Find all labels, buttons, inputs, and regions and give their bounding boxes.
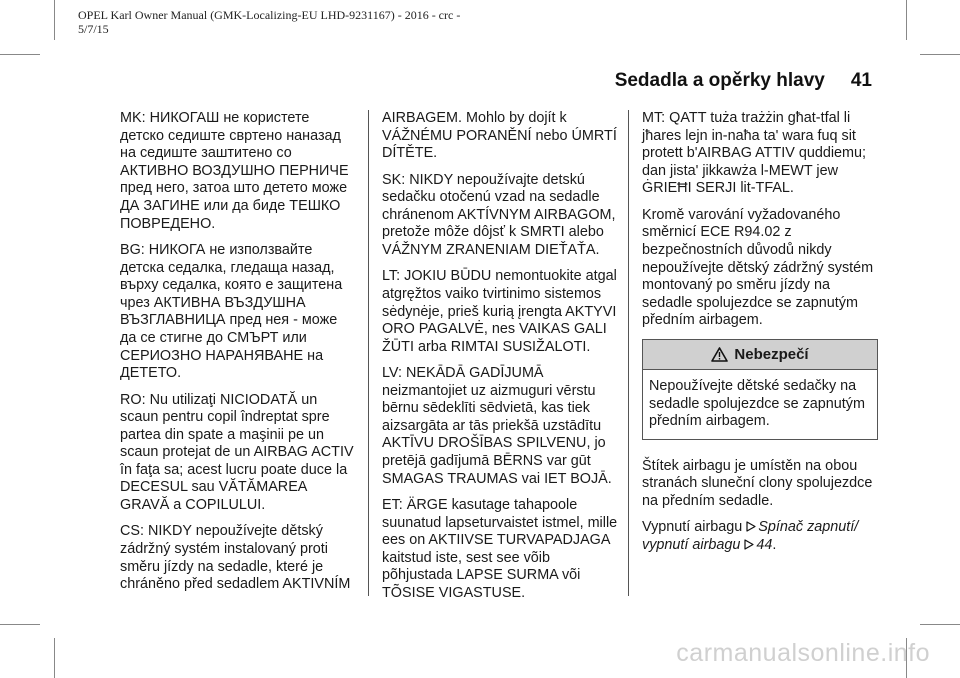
paragraph: SK: NIKDY nepoužívajte detskú sedačku otočenú vzad na sedadle chránenom AKTÍVNYM AIRBAGOM, pretože môže dôjsť k SMRTI alebo VÁŽNYM ZRANENIAM DIEŤAŤA.	[382, 171, 616, 258]
paragraph: Kromě varování vyžadovaného směrnicí ECE R94.02 z bezpečnostních důvodů nikdy nepoužívejte dětský zádržný systém montovaný po směru jízdy na sedadle spolujezdce se zapnutým předním airbagem.	[642, 206, 874, 329]
paragraph: ET: ÄRGE kasutage tahapoole suunatud lapseturvaistet istmel, mille ees on AKTIIVSE TURVAPADJAGA kaitstud iste, sest see võib põhjustada LAPSE SURMA või TÕSISE VIGASTUSE.	[382, 497, 618, 602]
warning-text: Nepoužívejte dětské sedačky na sedadle spolujezdce se zapnutým předním airbagem.	[649, 377, 865, 430]
page-number: 41	[850, 70, 872, 91]
crop-mark	[920, 54, 960, 55]
crop-mark	[54, 0, 55, 40]
page-header	[615, 70, 872, 92]
crop-mark	[0, 624, 40, 625]
paragraph: AIRBAGEM. Mohlo by dojít k VÁŽNÉMU PORANĚNÍ nebo ÚMRTÍ DÍTĚTE.	[382, 110, 617, 162]
paragraph: CS: NIKDY nepoužívejte dětský zádržný systém instalovaný proti směru jízdy na sedadle, které je chráněno před sedadlem AKTIVNÍM	[120, 523, 351, 593]
cross-reference	[642, 519, 878, 554]
document-meta-line: OPEL Karl Owner Manual (GMK-Localizing-EU LHD-9231167) - 2016 - crc -	[78, 8, 461, 22]
reference-link[interactable]: Spínač zapnutí/ vypnutí airbagu	[642, 519, 859, 553]
section-title: Sedadla a opěrky hlavy	[614, 70, 825, 91]
cross-reference-arrow-icon	[746, 521, 756, 532]
paragraph: BG: НИКОГА не използвайте детска седалка, гледаща назад, върху седалка, която е защитена чрез АКТИВНА ВЪЗДУШНА ВЪЗГЛАВНИЦА пред нея - може да се стигне до СМЪРТ или СЕРИОЗНО НАРАНЯВАНЕ на ДЕТЕТО.	[120, 241, 343, 382]
column-divider	[368, 110, 369, 596]
crop-mark	[906, 0, 907, 40]
crop-mark	[0, 54, 40, 55]
paragraph: MT: QATT tuża trażżin għat-tfal li jħares lejn in-naħa ta' wara fuq sit protett b'AIRBAG ATTIV quddiemu; dan jista' jikkawża l-MEWT jew ĠRIEĦI SERJI lit-TFAL.	[642, 110, 867, 197]
reference-prefix: Vypnutí airbagu	[642, 519, 743, 536]
warning-triangle-icon	[711, 347, 728, 362]
text-column-2	[382, 110, 618, 611]
reference-suffix: .	[772, 536, 777, 553]
cross-reference-arrow-icon	[744, 539, 754, 550]
paragraph: MK: НИКОГАШ не користете детско седиште свртено наназад на седиште заштитено со АКТИВНО ВОЗДУШНО ПЕРНИЧЕ пред него, затоа што детето може ДА ЗАГИНЕ или да биде ТЕШКО ПОВРЕДЕНО.	[120, 110, 349, 232]
danger-warning-box	[642, 339, 878, 440]
watermark: carmanualsonline.info	[676, 639, 930, 667]
reference-page[interactable]: 44	[756, 536, 773, 553]
warning-header	[643, 340, 877, 370]
crop-mark	[54, 638, 55, 678]
column-divider	[628, 110, 629, 596]
paragraph: LV: NEKĀDĀ GADĪJUMĀ neizmantojiet uz aizmuguri vērstu bērnu sēdeklīti sēdvietā, kas tiek aizsargāta ar tās priekšā uzstādītu AKTĪVU DROŠĪBAS SPILVENU, jo pretējā gadījumā BĒRNS var gūt SMAGAS TRAUMAS vai IET BOJĀ.	[382, 365, 612, 487]
warning-title: Nebezpečí	[734, 345, 809, 363]
paragraph: LT: JOKIU BŪDU nemontuokite atgal atgręžtos vaiko tvirtinimo sistemos sėdynėje, prieš kurią įrengta AKTYVI ORO PAGALVĖ, nes VAIKAS GALI ŽŪTI arba RIMTAI SUSIŽALOTI.	[382, 268, 617, 355]
text-column-3	[642, 110, 878, 563]
document-meta-date: 5/7/15	[78, 22, 109, 36]
document-meta	[78, 8, 538, 36]
paragraph: RO: Nu utilizaţi NICIODATĂ un scaun pentru copil îndreptat spre partea din spate a maşinii pe un scaun protejat de un AIRBAG ACTIV în faţa sa; acest lucru poate duce la DECESUL sau VĂTĂMAREA GRAVĂ a COPILULUI.	[120, 391, 354, 514]
paragraph: Štítek airbagu je umístěn na obou stranách sluneční clony spolujezdce na předním sedadle.	[642, 457, 873, 509]
crop-mark	[920, 624, 960, 625]
text-column-1	[120, 110, 356, 603]
